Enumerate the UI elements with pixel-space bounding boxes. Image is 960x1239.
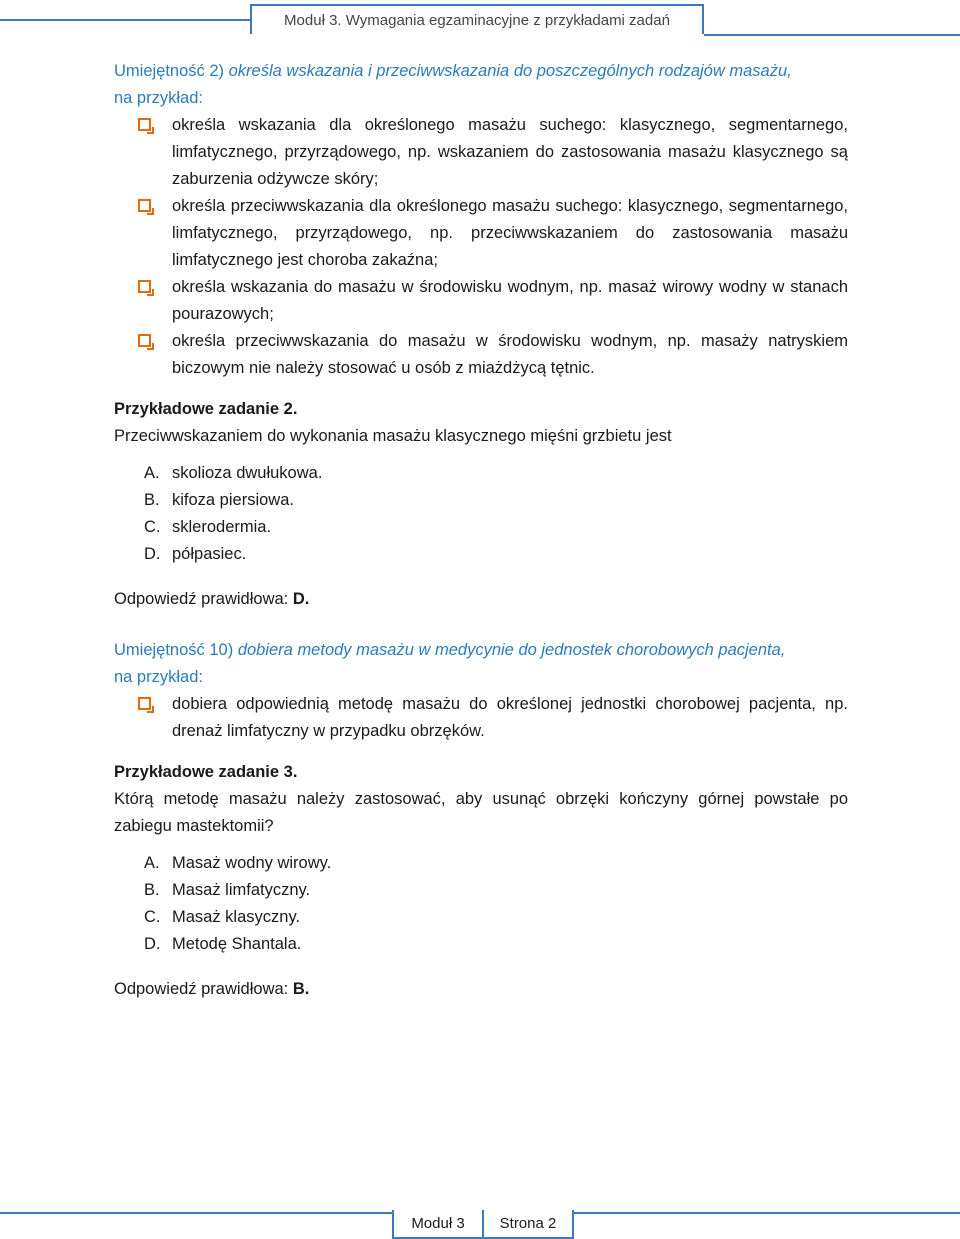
- footer-module: Moduł 3: [411, 1215, 465, 1232]
- checkbox-bullet-icon: [138, 334, 151, 347]
- footer-page-number: Strona 2: [482, 1210, 572, 1237]
- bullet-text: dobiera odpowiednią metodę masażu do określonej jednostki chorobowej pacjenta, np. drenaż limfatyczny w przypadku obrzęków.: [172, 695, 848, 740]
- bullet-text: określa przeciwwskazania dla określonego masażu suchego: klasycznego, segmentarnego, limfatycznego, przyrządowego, np. przeciwwskazaniem do zastosowania masażu limfatycznego jest choroba zakaźna;: [172, 197, 848, 269]
- footer-rule-left: [0, 1212, 392, 1214]
- checkbox-bullet-icon: [138, 697, 151, 710]
- option-text: Masaż klasyczny.: [172, 908, 301, 926]
- list-item: [114, 112, 848, 193]
- list-item: [114, 460, 848, 487]
- answer-value: B.: [292, 980, 310, 998]
- list-item: [114, 514, 848, 541]
- option-letter: A.: [144, 854, 160, 872]
- list-item: [114, 487, 848, 514]
- task-3-title: Przykładowe zadanie 3.: [114, 763, 298, 781]
- skill-10-heading: [114, 637, 848, 691]
- option-text: skolioza dwułukowa.: [172, 464, 323, 482]
- bullet-text: określa wskazania dla określonego masażu suchego: klasycznego, segmentarnego, limfatycznego, przyrządowego, np. wskazaniem do zastosowania masażu klasycznego są zaburzenia odżywcze skóry;: [172, 116, 848, 188]
- list-item: [114, 691, 848, 745]
- skill-2-example-label: na przykład:: [114, 89, 203, 107]
- list-item: [114, 193, 848, 274]
- skill-2-description: określa wskazania i przeciwwskazania do poszczególnych rodzajów masażu,: [228, 62, 792, 80]
- skill-10-description: dobiera metody masażu w medycynie do jednostek chorobowych pacjenta,: [237, 641, 786, 659]
- answer-label: Odpowiedź prawidłowa:: [114, 590, 293, 608]
- option-letter: D.: [144, 545, 161, 563]
- task-3-question: Którą metodę masażu należy zastosować, aby usunąć obrzęki kończyny górnej powstałe po zabiegu mastektomii?: [114, 790, 848, 835]
- list-item: [114, 850, 848, 877]
- option-text: sklerodermia.: [172, 518, 272, 536]
- page-header: [250, 4, 704, 34]
- skill-2-prefix: Umiejętność 2): [114, 62, 229, 80]
- option-text: Metodę Shantala.: [172, 935, 302, 953]
- option-text: Masaż limfatyczny.: [172, 881, 311, 899]
- option-letter: A.: [144, 464, 160, 482]
- page-footer: [392, 1210, 574, 1239]
- list-item: [114, 328, 848, 382]
- option-text: półpasiec.: [172, 545, 247, 563]
- task-2-answer: [114, 586, 848, 613]
- skill-2-bullet-list: [114, 112, 848, 382]
- task-2-options: [114, 460, 848, 568]
- header-title: Moduł 3. Wymagania egzaminacyjne z przykładami zadań: [284, 11, 670, 29]
- option-letter: C.: [144, 908, 161, 926]
- header-rule-left: [0, 19, 250, 21]
- list-item: [114, 931, 848, 958]
- checkbox-bullet-icon: [138, 280, 151, 293]
- task-2-title: Przykładowe zadanie 2.: [114, 400, 298, 418]
- list-item: [114, 904, 848, 931]
- answer-label: Odpowiedź prawidłowa:: [114, 980, 293, 998]
- list-item: [114, 274, 848, 328]
- skill-10-example-label: na przykład:: [114, 668, 203, 686]
- task-2-question: Przeciwwskazaniem do wykonania masażu klasycznego mięśni grzbietu jest: [114, 427, 672, 445]
- list-item: [114, 541, 848, 568]
- page-body: [114, 58, 848, 1003]
- answer-value: D.: [292, 590, 310, 608]
- checkbox-bullet-icon: [138, 199, 151, 212]
- footer-rule-right: [574, 1212, 960, 1214]
- option-letter: D.: [144, 935, 161, 953]
- skill-10-bullet-list: [114, 691, 848, 745]
- bullet-text: określa wskazania do masażu w środowisku wodnym, np. masaż wirowy wodny w stanach pourazowych;: [172, 278, 848, 323]
- list-item: [114, 877, 848, 904]
- skill-2-heading: [114, 58, 848, 112]
- header-rule-right: [704, 34, 960, 36]
- skill-10-prefix: Umiejętność 10): [114, 641, 238, 659]
- option-text: kifoza piersiowa.: [172, 491, 294, 509]
- checkbox-bullet-icon: [138, 118, 151, 131]
- task-3-options: [114, 850, 848, 958]
- task-3-answer: [114, 976, 848, 1003]
- option-letter: C.: [144, 518, 161, 536]
- option-text: Masaż wodny wirowy.: [172, 854, 332, 872]
- bullet-text: określa przeciwwskazania do masażu w środowisku wodnym, np. masaży natryskiem biczowym nie należy stosować u osób z miażdżycą tętnic.: [172, 332, 848, 377]
- option-letter: B.: [144, 881, 160, 899]
- option-letter: B.: [144, 491, 160, 509]
